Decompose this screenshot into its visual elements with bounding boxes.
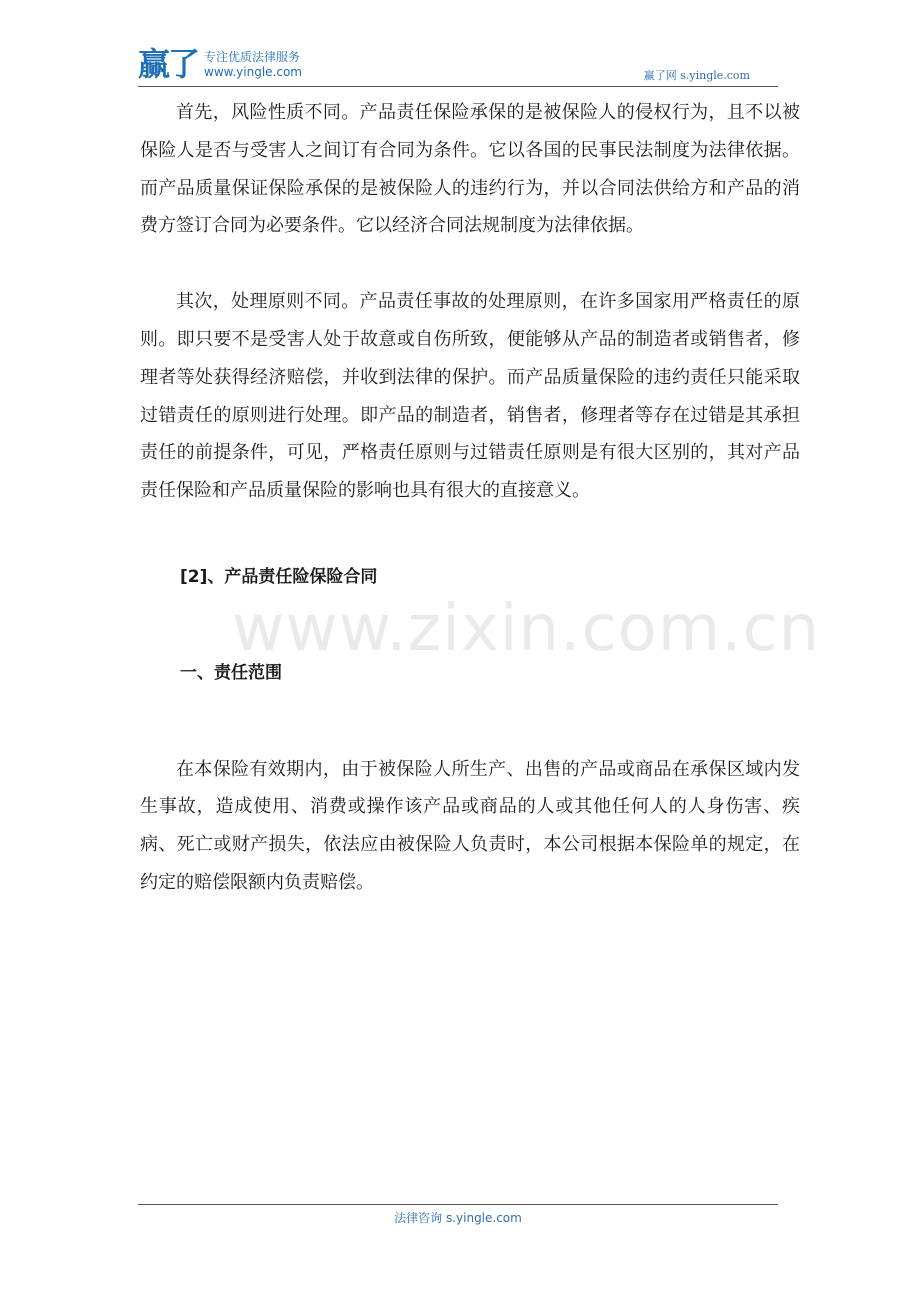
section-heading-contract: [2]、产品责任险保险合同 — [180, 566, 378, 587]
page-footer — [138, 1204, 778, 1226]
logo-mark: 赢了 — [138, 45, 199, 83]
paragraph-principles: 其次，处理原则不同。产品责任事故的处理原则，在许多国家用严格责任的原则。即只要不是受害人处于故意或自伤所致，便能够从产品的制造者或销售者，修理者等处获得经济赔偿，并收到法律的保护。而产品质量保险的违约责任只能采取过错责任的原则进行处理。即产品的制造者，销售者，修理者等存在过错是其承担责任的前提条件，可见，严格责任原则与过错责任原则是有很大区别的，其对产品责任保险和产品质量保险的影响也具有很大的直接意义。 — [140, 291, 800, 502]
logo-slogan: 专注优质法律服务 — [204, 50, 301, 64]
paragraph-risk-nature: 首先，风险性质不同。产品责任保险承保的是被保险人的侵权行为，且不以被保险人是否与受害人之间订有合同为条件。它以各国的民事民法制度为法律依据。而产品质量保证保险承保的是被保险人的违约行为，并以合同法供给方和产品的消费方签订合同为必要条件。它以经济合同法规制度为法律依据。 — [140, 102, 800, 237]
watermark: www.zixin.com.cn — [232, 592, 821, 666]
header-site-link[interactable]: 赢了网 s.yingle.com — [643, 69, 750, 82]
footer-link[interactable]: 法律咨询 s.yingle.com — [394, 1211, 522, 1225]
section-heading-scope: 一、责任范围 — [180, 662, 282, 683]
logo-url[interactable]: www.yingle.com — [204, 65, 302, 79]
logo-text — [204, 46, 302, 80]
site-logo[interactable] — [138, 46, 302, 82]
page-header — [138, 44, 778, 87]
document-body — [140, 94, 800, 902]
paragraph-scope: 在本保险有效期内，由于被保险人所生产、出售的产品或商品在承保区域内发生事故，造成使用、消费或操作该产品或商品的人或其他任何人的人身伤害、疾病、死亡或财产损失，依法应由被保险人负责时，本公司根据本保险单的规定，在约定的赔偿限额内负责赔偿。 — [140, 758, 800, 893]
